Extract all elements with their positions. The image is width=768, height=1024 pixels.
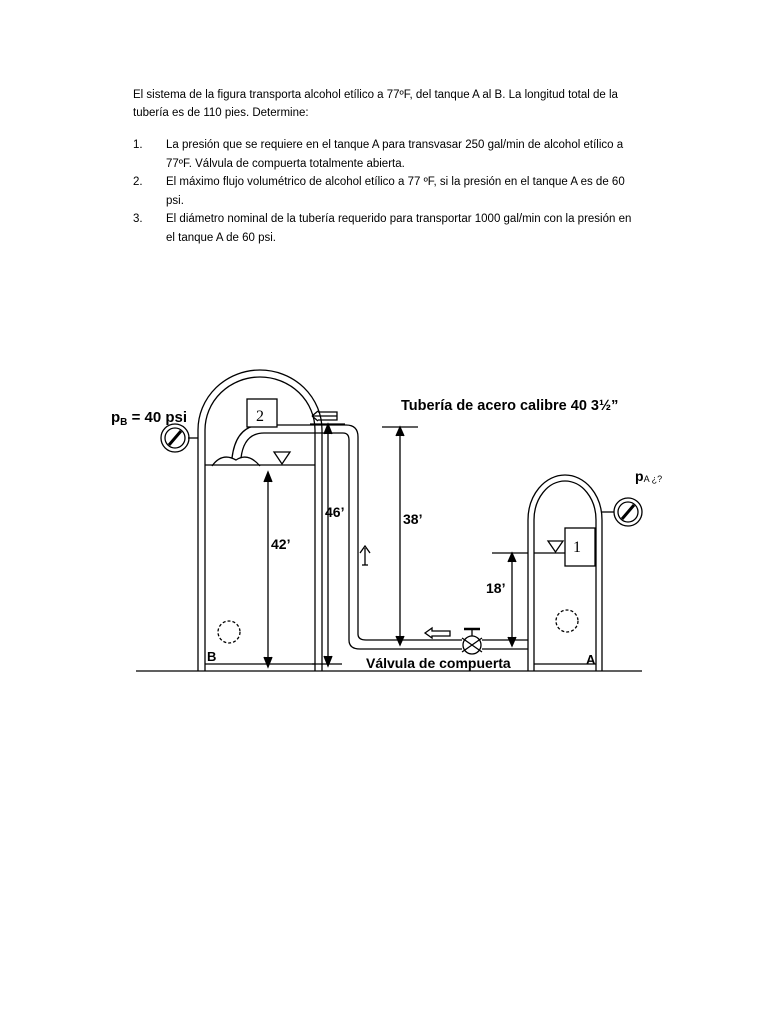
question-number: 1. <box>133 139 143 151</box>
dimension-18-label: 18’ <box>486 580 506 596</box>
tank-a <box>528 475 642 671</box>
gate-valve-icon <box>462 629 482 654</box>
pipe-label: Tubería de acero calibre 40 3½” <box>401 398 619 414</box>
problem-statement: El sistema de la figura transporta alcohol etílico a 77ºF, del tanque A al B. La longitud total de la tubería es de 110 pies. Determine: <box>133 89 618 119</box>
tank-a-label: A <box>586 652 596 667</box>
dimension-38 <box>382 427 418 645</box>
question-text: La presión que se requiere en el tanque A para transvasar 250 gal/min de alcohol etílico a 77ºF. Válvula de compuerta totalmente abierta. <box>166 139 624 170</box>
point-1-label: 1 <box>573 539 581 556</box>
question-text: El máximo flujo volumétrico de alcohol etílico a 77 ºF, si la presión en el tanque A es de 60 psi. <box>166 176 625 207</box>
question-number: 3. <box>133 213 143 225</box>
tank-b-label: B <box>207 649 217 664</box>
pressure-b-label: $p_B = 40$ psi <box>111 409 188 428</box>
point-2-label: 2 <box>256 408 264 425</box>
tank-b-drain-circle <box>218 621 240 643</box>
dimension-46-label: 46’ <box>325 504 345 520</box>
pressure-a-label: pA ¿? <box>635 468 663 484</box>
tank-a-drain-circle <box>556 610 578 632</box>
pipe-line <box>280 411 528 649</box>
dimension-18 <box>492 553 528 646</box>
tank-a-level-triangle <box>548 541 563 552</box>
valve-label: Válvula de compuerta <box>366 655 511 671</box>
dimension-42-label: 42’ <box>271 536 291 552</box>
dimension-42 <box>264 472 272 667</box>
dimension-38-label: 38’ <box>403 511 423 527</box>
question-text: El diámetro nominal de la tubería requerido para transportar 1000 gal/min con la presión en el tanque A de 60 psi. <box>166 213 632 244</box>
question-number: 2. <box>133 176 143 188</box>
tank-b-level-triangle <box>274 452 290 464</box>
